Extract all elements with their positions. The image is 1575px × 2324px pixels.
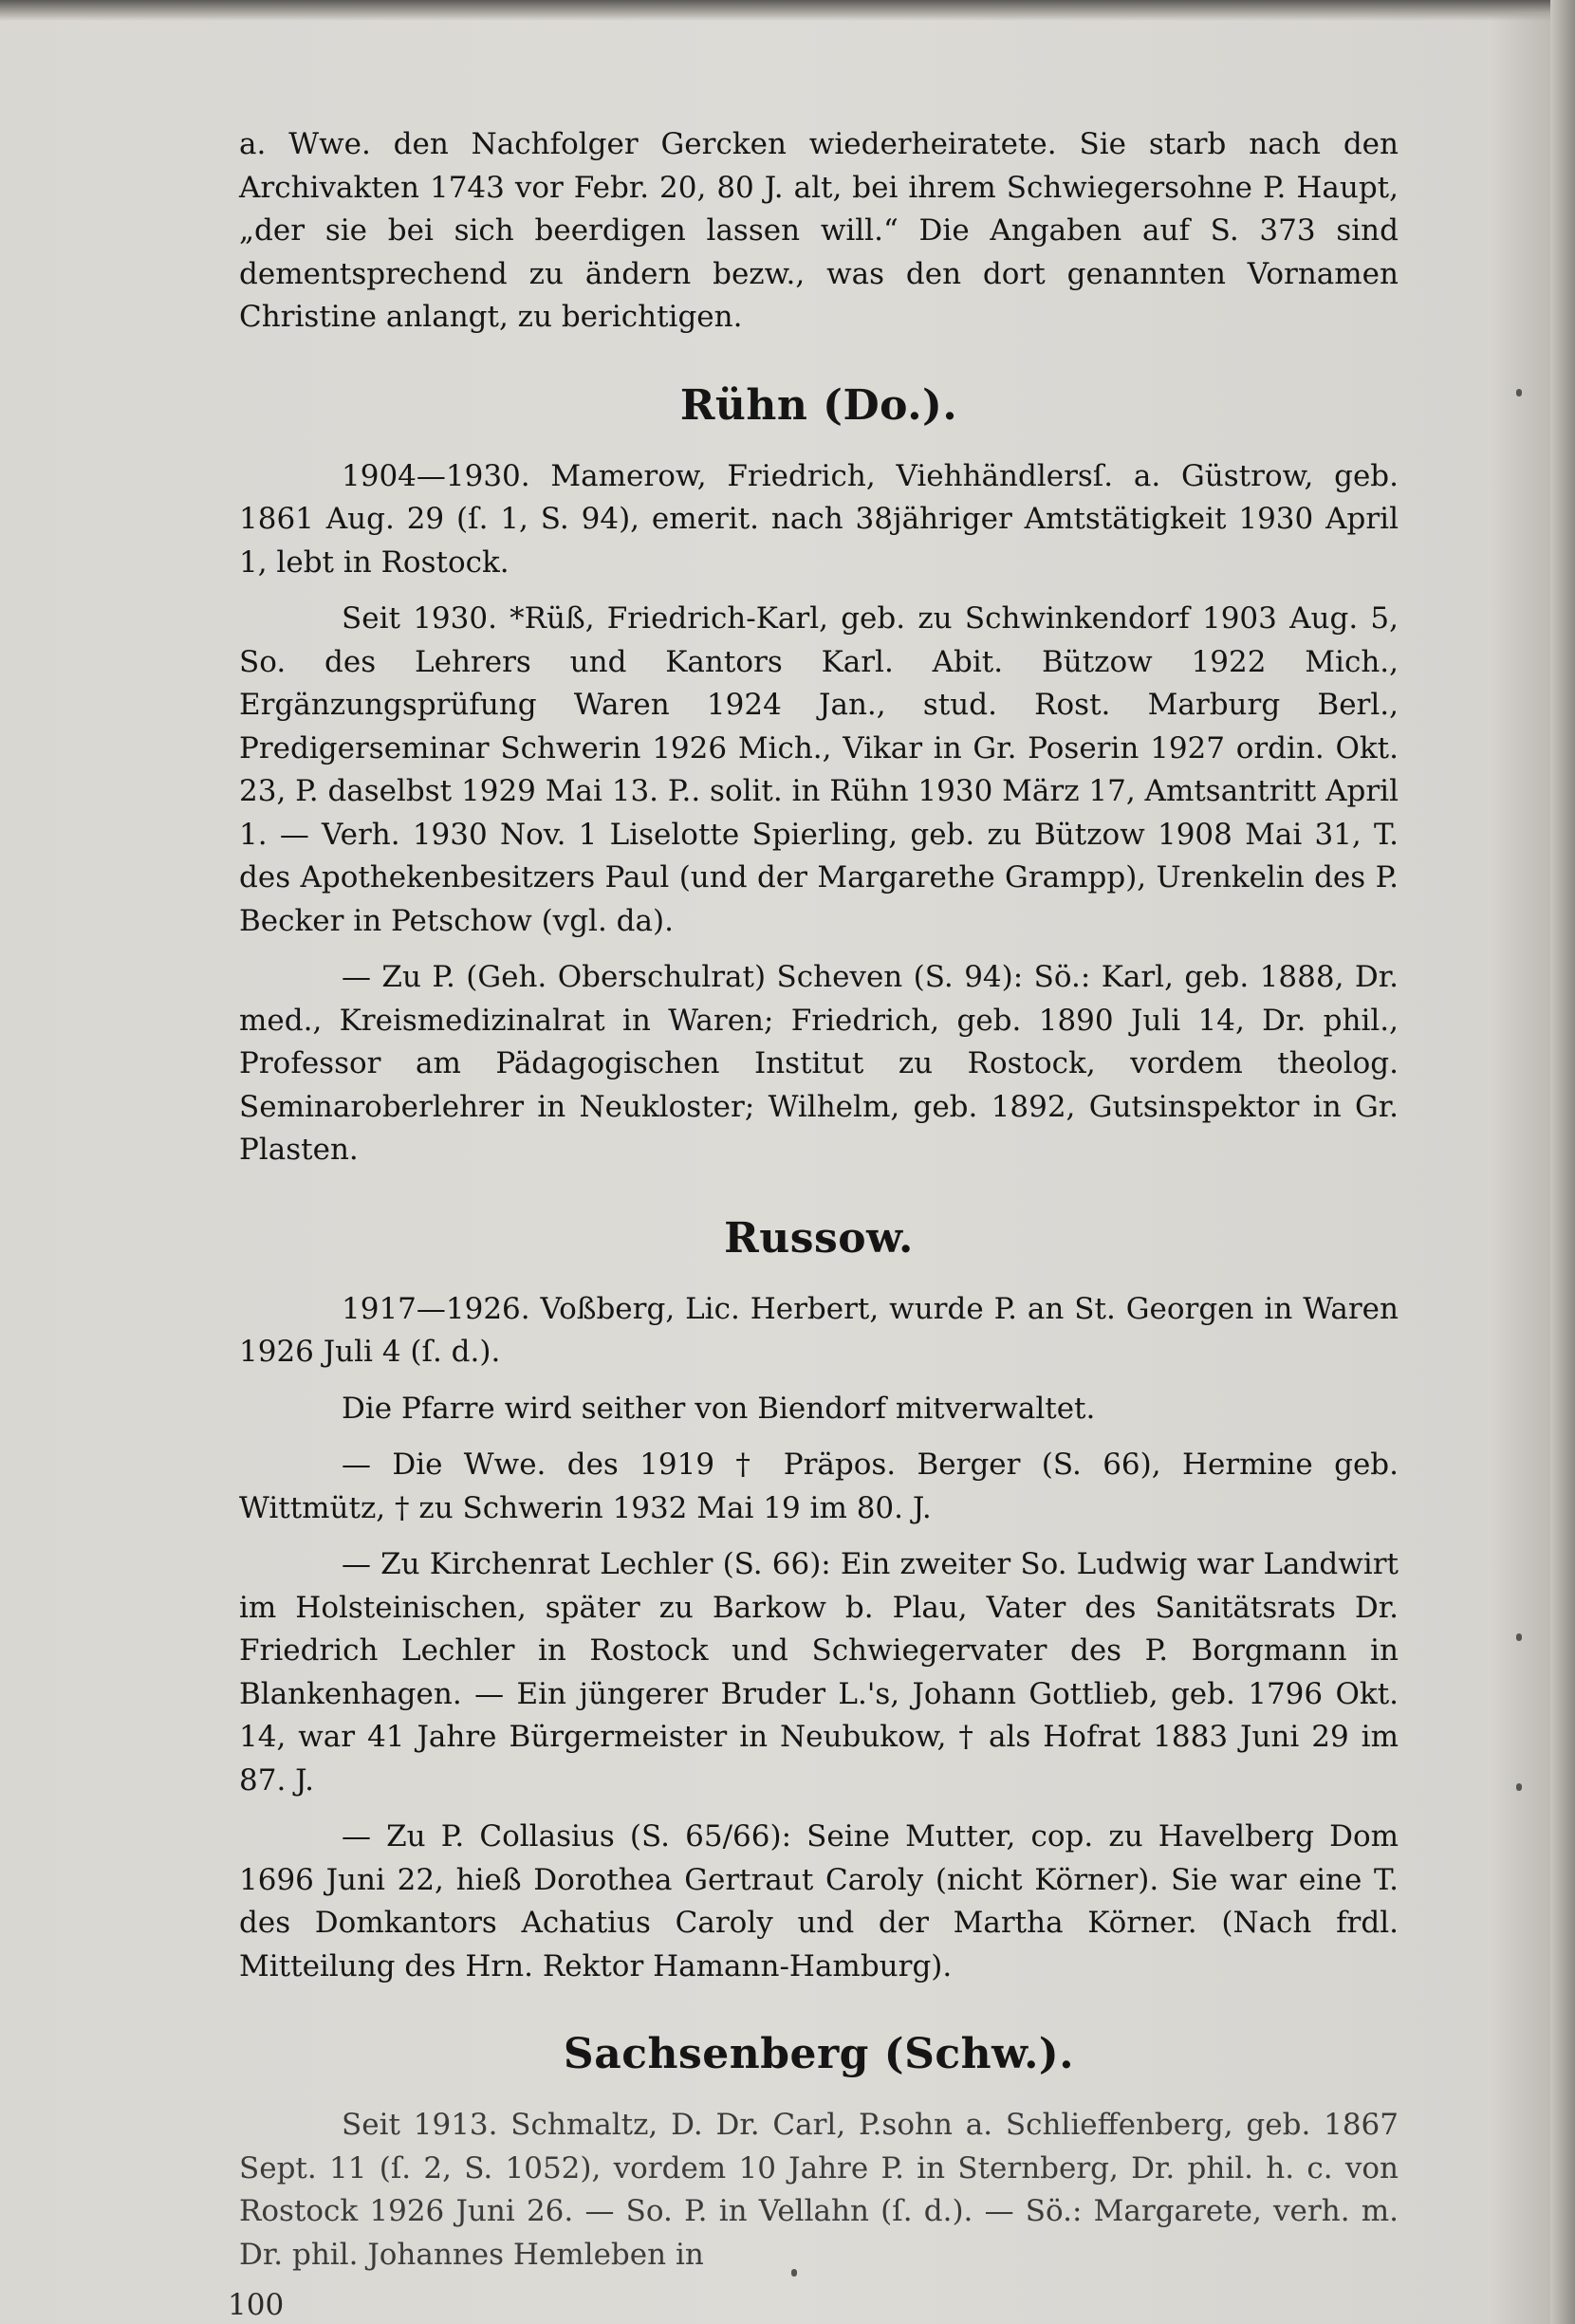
scan-speck	[1516, 1633, 1522, 1641]
scan-speck	[1516, 389, 1522, 397]
scan-speck	[1516, 1783, 1522, 1791]
russow-note-collasius: — Zu P. Collasius (S. 65/66): Seine Mutter, cop. zu Havelberg Dom 1696 Juni 22, hieß Dorothea Gertraut Caroly (nicht Körner). Sie war eine T. des Domkantors Achatius Caroly und der Martha Körner. (Nach frdl. Mitteilung des Hrn. Rektor Hamann-Hamburg).	[239, 1819, 1399, 1983]
ruehn-entry-ruess: Seit 1930. *Rüß, Friedrich-Karl, geb. zu Schwinkendorf 1903 Aug. 5, So. des Lehrers und Kantors Karl. Abit. Bützow 1922 Mich., Ergänzungsprüfung Waren 1924 Jan., stud. Rost. Marburg Berl., Predigerseminar Schwerin 1926 Mich., Vikar in Gr. Poserin 1927 ordin. Okt. 23, P. daselbst 1929 Mai 13. P.. solit. in Rühn 1930 März 17, Amtsantritt April 1. — Verh. 1930 Nov. 1 Liselotte Spierling, geb. zu Bützow 1908 Mai 31, T. des Apothekenbesitzers Paul (und der Margarethe Grampp), Urenkelin des P. Becker in Petschow (vgl. da).	[239, 601, 1399, 938]
section-heading-russow: Russow.	[724, 1213, 914, 1263]
russow-note-berger: — Die Wwe. des 1919 † Präpos. Berger (S. 66), Hermine geb. Wittmütz, † zu Schwerin 1932 Mai 19 im 80. J.	[239, 1448, 1399, 1525]
russow-note-pfarre: Die Pfarre wird seither von Biendorf mitverwaltet.	[342, 1391, 1096, 1426]
scan-right-edge	[1550, 0, 1575, 2324]
russow-note-lechler: — Zu Kirchenrat Lechler (S. 66): Ein zweiter So. Ludwig war Landwirt im Holsteinischen, später zu Barkow b. Plau, Vater des Sanitätsrats Dr. Friedrich Lechler in Rostock und Schwiegervater des P. Borgmann in Blankenhagen. — Ein jüngerer Bruder L.'s, Johann Gottlieb, geb. 1796 Okt. 14, war 41 Jahre Bürgermeister in Neubukow, † als Hofrat 1883 Juni 29 im 87. J.	[239, 1547, 1399, 1798]
page-number: 100	[228, 2288, 285, 2322]
section-heading-sachsenberg: Sachsenberg (Schw.).	[563, 2030, 1075, 2078]
russow-entry-vossberg: 1917—1926. Voßberg, Lic. Herbert, wurde P. an St. Georgen in Waren 1926 Juli 4 (ſ. d.).	[239, 1291, 1399, 1369]
intro-paragraph: a. Wwe. den Nachfolger Gercken wiederheiratete. Sie starb nach den Archivakten 1743 vor Febr. 20, 80 J. alt, bei ihrem Schwiegersohne P. Haupt, „der sie bei sich beerdigen lassen will.“ Die Angaben auf S. 373 sind dementsprechend zu ändern bezw., was den dort genannten Vornamen Christine anlangt, zu berichtigen.	[239, 127, 1399, 334]
ruehn-entry-mamerow: 1904—1930. Mamerow, Friedrich, Viehhändlersſ. a. Güstrow, geb. 1861 Aug. 29 (ſ. 1, S. 94), emerit. nach 38jähriger Amtstätigkeit 1930 April 1, lebt in Rostock.	[239, 458, 1399, 580]
page-text	[239, 123, 1399, 2277]
section-heading-ruehn: Rühn (Do.).	[679, 380, 958, 430]
sachsenberg-entry-schmaltz: Seit 1913. Schmaltz, D. Dr. Carl, P.sohn a. Schlieffenberg, geb. 1867 Sept. 11 (ſ. 2, S. 1052), vordem 10 Jahre P. in Sternberg, Dr. phil. h. c. von Rostock 1926 Juni 26. — So. P. in Vellahn (ſ. d.). — Sö.: Margarete, verh. m. Dr. phil. Johannes Hemleben in	[239, 2108, 1399, 2272]
ruehn-note-scheven: — Zu P. (Geh. Oberschulrat) Scheven (S. 94): Sö.: Karl, geb. 1888, Dr. med., Kreismedizinalrat in Waren; Friedrich, geb. 1890 Juli 14, Dr. phil., Professor am Pädagogischen Institut zu Rostock, vordem theolog. Seminaroberlehrer in Neukloster; Wilhelm, geb. 1892, Gutsinspektor in Gr. Plasten.	[239, 960, 1399, 1167]
scan-top-shadow	[0, 0, 1575, 21]
